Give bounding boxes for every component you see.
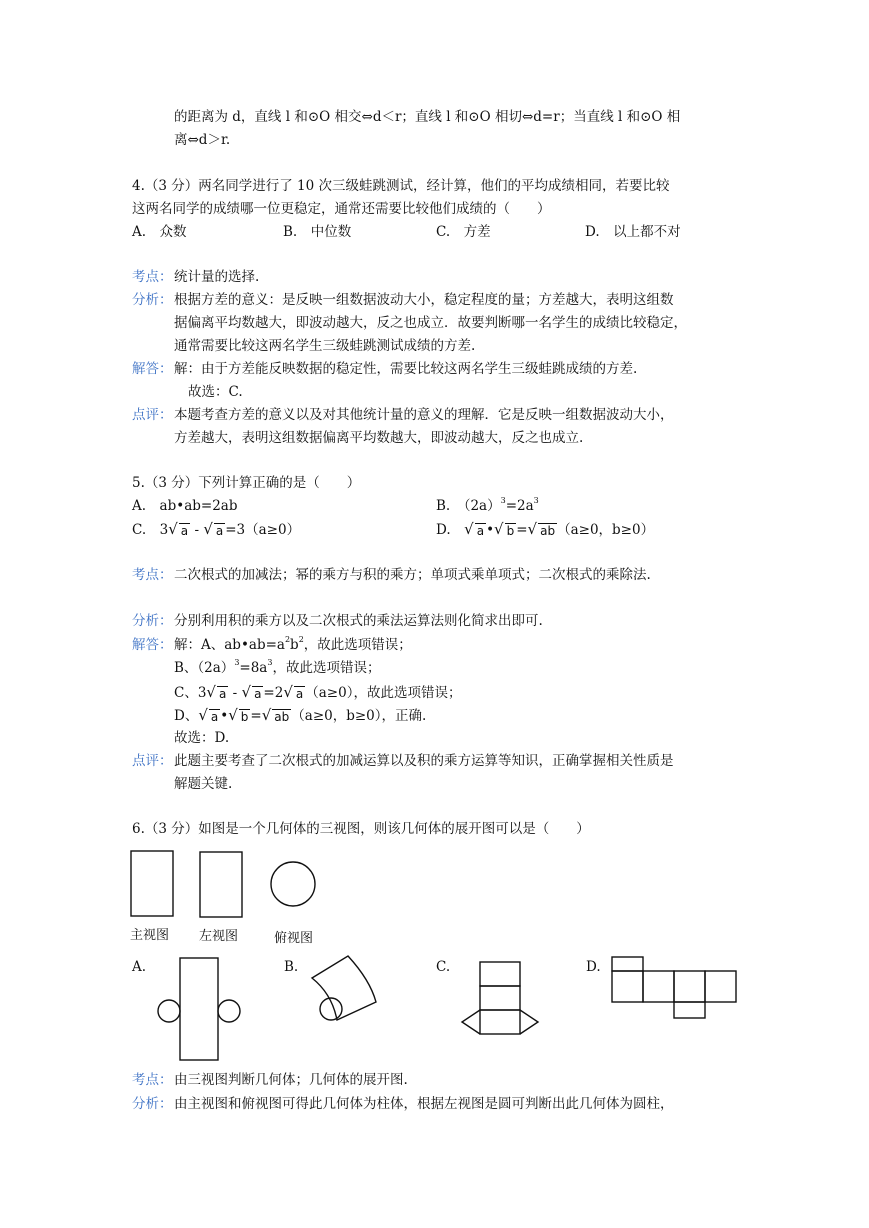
option-c-rect-mid (480, 986, 520, 1010)
intro-line-1: 的距离为 d，直线 l 和⊙O 相交⇔d＜r；直线 l 和⊙O 相切⇔d=r；当直线 l 和⊙O 相 (174, 109, 681, 125)
q4-option-d: D. 以上都不对 (585, 224, 681, 240)
q4-jieda-line-1: 解：由于方差能反映数据的稳定性，需要比较这两名学生三级蛙跳成绩的方差. (174, 361, 638, 377)
q4-jieda-line-2: 故选：C. (188, 384, 243, 400)
q4-fenxi-label: 分析： (132, 292, 173, 308)
q4-dianping-line-1: 本题考查方差的意义以及对其他统计量的意义的理解．它是反映一组数据波动大小， (174, 407, 674, 423)
option-d-square-bottom (674, 1002, 705, 1018)
q5-kaodian-text: 二次根式的加减法；幂的乘方与积的乘方；单项式乘单项式；二次根式的乘除法. (174, 567, 651, 583)
q5-jieda-d: D、√ a •√ b =√ ab （a≥0，b≥0），正确. (174, 706, 427, 724)
intro-line-2: 离⇔d＞r. (174, 132, 231, 148)
q5-jieda-label: 解答： (132, 637, 173, 653)
q4-fenxi-line-3: 通常需要比较这两名学生三级蛙跳测试成绩的方差. (174, 338, 476, 354)
q5-dianping-line-2: 解题关键. (174, 776, 233, 792)
q5-option-b: B. $(2a)^3=2a^3$ (436, 496, 539, 514)
q6-fenxi-label: 分析： (132, 1096, 173, 1112)
q4-dianping-label: 点评： (132, 407, 173, 423)
label-left-view: 左视图 (199, 929, 239, 944)
option-a-circle-right (218, 1000, 240, 1022)
q5-jieda-c: C、3√ a - √ a =2√ a （a≥0），故此选项错误； (174, 683, 462, 701)
label-front-view: 主视图 (130, 928, 170, 943)
q4-option-c: C. 方差 (436, 224, 491, 240)
q4-kaodian-label: 考点： (132, 269, 173, 285)
q6-option-c: C. (436, 959, 451, 975)
q5-dianping-label: 点评： (132, 753, 173, 769)
q5-option-d: D. √ a •√ b =√ ab （a≥0，b≥0） (436, 520, 655, 538)
q4-fenxi-line-1: 根据方差的意义：是反映一组数据波动大小，稳定程度的量；方差越大，表明这组数 (174, 292, 674, 308)
option-c-rect-top (480, 962, 520, 986)
option-b-sector (312, 956, 376, 1020)
q5-jieda-b: B、$(2a)^3=8a^3$，故此选项错误； (174, 658, 381, 676)
q6-stem: 6.（3 分）如图是一个几何体的三视图，则该几何体的展开图可以是（ ） (132, 821, 590, 837)
left-view-rect (200, 852, 242, 917)
q5-dianping-line-1: 此题主要考查了二次根式的加减运算以及积的乘方运算等知识，正确掌握相关性质是 (174, 753, 674, 769)
q5-stem: 5.（3 分）下列计算正确的是（ ） (132, 475, 361, 491)
option-c-rect-bottom (480, 1010, 520, 1034)
option-d-square-top (612, 957, 643, 971)
q5-fenxi-label: 分析： (132, 613, 173, 629)
option-c-right-triangle (520, 1010, 538, 1034)
q6-kaodian-label: 考点： (132, 1072, 173, 1088)
option-d-square-4 (705, 971, 736, 1002)
q4-stem-line-1: 4.（3 分）两名同学进行了 10 次三级蛙跳测试，经计算，他们的平均成绩相同，若要比较 (132, 178, 670, 194)
option-a-circle-left (158, 1000, 180, 1022)
q6-kaodian-text: 由三视图判断几何体；几何体的展开图. (174, 1072, 408, 1088)
option-c-left-triangle (462, 1010, 480, 1034)
q5-option-a: A. ab•ab=2ab (132, 498, 238, 514)
q4-option-a: A. 众数 (132, 224, 187, 240)
label-top-view: 俯视图 (274, 931, 314, 946)
q4-jieda-label: 解答： (132, 361, 173, 377)
q5-jieda-end: 故选：D. (174, 730, 230, 746)
q4-kaodian-text: 统计量的选择. (174, 269, 260, 285)
q6-option-a: A. (132, 959, 147, 975)
q5-jieda-a: 解：A、$ab•ab=a^2b^2$，故此选项错误； (174, 635, 412, 653)
front-view-rect (131, 851, 173, 916)
q6-option-b: B. (284, 959, 299, 975)
option-d-square-2 (643, 971, 674, 1002)
option-d-square-1 (612, 971, 643, 1002)
q5-option-c: C. 3√ a - √ a =3（a≥0） (132, 520, 301, 538)
q4-option-b: B. 中位数 (283, 224, 352, 240)
q4-fenxi-line-2: 据偏离平均数越大，即波动越大，反之也成立．故要判断哪一名学生的成绩比较稳定， (174, 315, 687, 331)
q6-option-d: D. (586, 959, 601, 975)
q4-dianping-line-2: 方差越大，表明这组数据偏离平均数越大，即波动越大，反之也成立. (174, 430, 584, 446)
top-view-circle (271, 862, 315, 906)
q5-kaodian-label: 考点： (132, 567, 173, 583)
q6-fenxi-text: 由主视图和俯视图可得此几何体为柱体，根据左视图是圆可判断出此几何体为圆柱， (174, 1096, 674, 1112)
q4-stem-line-2: 这两名同学的成绩哪一位更稳定，通常还需要比较他们成绩的（ ） (132, 201, 551, 217)
option-d-square-3 (674, 971, 705, 1002)
option-a-rect (180, 958, 218, 1060)
q5-fenxi-text: 分别利用积的乘方以及二次根式的乘法运算法则化简求出即可. (174, 613, 543, 629)
